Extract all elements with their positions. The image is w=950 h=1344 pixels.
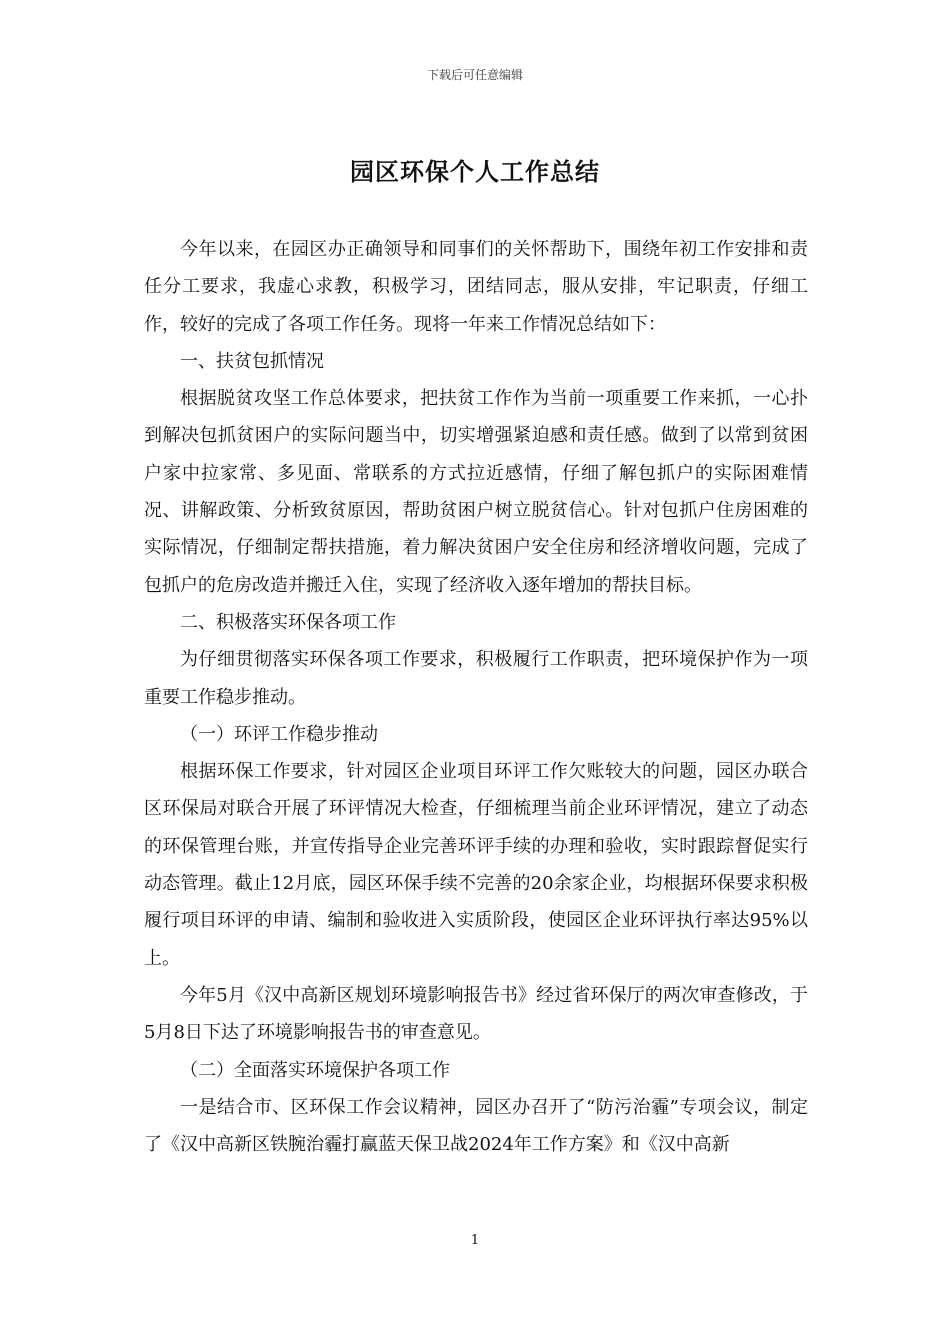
header-note: 下载后可任意编辑: [426, 68, 523, 82]
subsection-heading-protection: （二）全面落实环境保护各项工作: [180, 1059, 450, 1081]
document-body: [144, 231, 808, 1163]
subsection-heading-eia: （一）环评工作稳步推动: [180, 723, 378, 745]
section-heading-environment: 二、积极落实环保各项工作: [180, 611, 396, 633]
paragraph-report: 今年5月《汉中高新区规划环境影响报告书》经过省环保厅的两次审查修改，于5月8日下达了环境影响报告书的审查意见。: [144, 984, 808, 1044]
paragraph-intro: 今年以来，在园区办正确领导和同事们的关怀帮助下，围绕年初工作安排和责任分工要求，我虚心求教，积极学习，团结同志，服从安排，牢记职责，仔细工作，较好的完成了各项工作任务。现将一年来工作情况总结如下：: [144, 239, 808, 335]
paragraph-eia: 根据环保工作要求，针对园区企业项目环评工作欠账较大的问题，园区办联合区环保局对联合开展了环评情况大检查，仔细梳理当前企业环评情况，建立了动态的环保管理台账，并宣传指导企业完善环评手续的办理和验收，实时跟踪督促实行动态管理。截止12月底，园区环保手续不完善的20余家企业，均根据环保要求积极履行项目环评的申请、编制和验收进入实质阶段，使园区企业环评执行率达95%以上。: [144, 761, 808, 969]
paragraph-environment: 为仔细贯彻落实环保各项工作要求，积极履行工作职责，把环境保护作为一项重要工作稳步推动。: [144, 649, 808, 708]
section-heading-poverty: 一、扶贫包抓情况: [180, 350, 324, 372]
paragraph-poverty: 根据脱贫攻坚工作总体要求，把扶贫工作作为当前一项重要工作来抓，一心扑到解决包抓贫困户的实际问题当中，切实增强紧迫感和责任感。做到了以常到贫困户家中拉家常、多见面、常联系的方式拉近感情，仔细了解包抓户的实际困难情况、讲解政策、分析致贫原因，帮助贫困户树立脱贫信心。针对包抓户住房困难的实际情况，仔细制定帮扶措施，着力解决贫困户安全住房和经济增收问题，完成了包抓户的危房改造并搬迁入住，实现了经济收入逐年增加的帮扶目标。: [144, 388, 808, 596]
paragraph-protection: 一是结合市、区环保工作会议精神，园区办召开了“防污治霾”专项会议，制定了《汉中高新区铁腕治霾打赢蓝天保卫战2024年工作方案》和《汉中高新: [144, 1096, 808, 1156]
page-number: 1: [470, 1233, 480, 1248]
document-title: 园区环保个人工作总结: [350, 157, 600, 186]
